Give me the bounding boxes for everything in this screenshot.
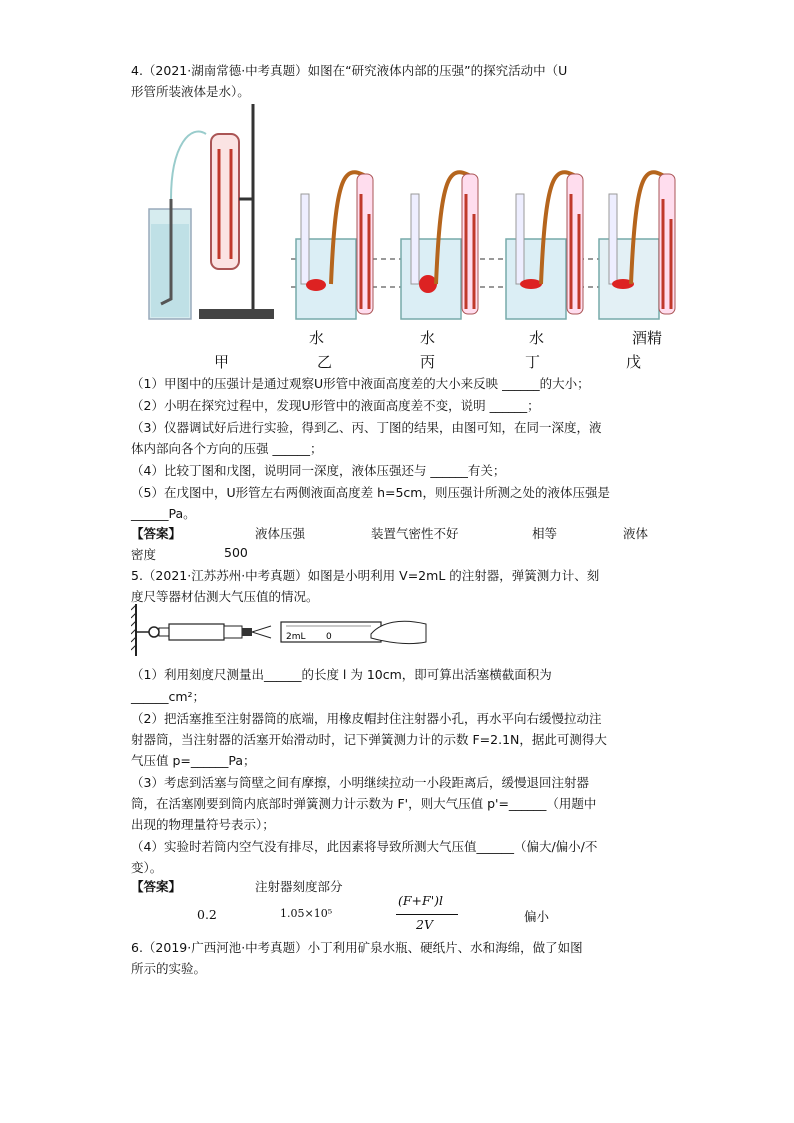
q5-title-line2: 度尺等器材估测大气压值的情况。 [131,589,319,604]
q4-answer-1: 液体压强 [255,526,306,541]
q5-part4-line1: （4）实验时若筒内空气没有排尽，此因素将导致所测大气压值______（偏大/偏小/不 [131,839,598,854]
fig-label-alcohol: 酒精 [632,329,663,347]
apparatus-ding [506,172,583,319]
fig-label-water-1: 水 [309,329,325,347]
apparatus-bing [401,172,478,319]
fig-label-water-3: 水 [529,329,545,347]
q4-answer-4b: 密度 [131,547,157,562]
q4-answer-5: 500 [224,545,248,560]
q5-part3-line3: 出现的物理量符号表示）； [131,817,275,832]
fig-label-jia: 甲 [214,353,230,371]
q5-part2-line1: （2）把活塞推至注射器筒的底端，用橡皮帽封住注射器小孔，再水平向右缓慢拉动注 [131,711,602,726]
q4-part4: （4）比较丁图和戊图，说明同一深度，液体压强还与 ______有关； [131,463,506,478]
q5-answer-label: 【答案】 [131,879,182,894]
q4-part3-line2: 体内部向各个方向的压强 ______； [131,441,323,456]
q5-answer-3: 1.05×10⁵ [280,907,333,920]
fig-label-bing: 丙 [420,353,436,371]
q5-answer-4-denominator: 2V [416,917,433,932]
q6-title-line2: 所示的实验。 [131,961,207,976]
q4-title-line2: 形管所装液体是水）。 [131,84,250,99]
q5-part2-line3: 气压值 p=______Pa； [131,753,256,768]
syringe-scale-label: 2mL [286,632,306,642]
apparatus-yi [296,172,373,319]
fraction-bar [396,914,458,915]
fig-label-wu: 戊 [626,353,642,371]
q5-title-line1: 5.（2021·江苏苏州·中考真题）如图是小明利用 V=2mL 的注射器，弹簧测力计、刻 [131,568,600,583]
q4-answer-2: 装置气密性不好 [371,526,459,541]
q5-answer-2: 0.2 [197,907,217,922]
apparatus-wu [599,172,675,319]
q5-answer-5: 偏小 [524,909,550,924]
q4-part5-line2: ______Pa。 [131,506,196,521]
q4-title-line1: 4.（2021·湖南常德·中考真题）如图在“研究液体内部的压强”的探究活动中（U [131,63,568,78]
q4-answer-3: 相等 [532,526,558,541]
q4-part5-line1: （5）在戊图中，U形管左右两侧液面高度差 h=5cm，则压强计所测之处的液体压强是 [131,485,610,500]
q5-part2-line2: 射器筒，当注射器的活塞开始滑动时，记下弹簧测力计的示数 F=2.1N，据此可测得大 [131,732,607,747]
syringe-zero-label: 0 [326,632,332,642]
q5-part3-line1: （3）考虑到活塞与筒壁之间有摩擦，小明继续拉动一小段距离后，缓慢退回注射器 [131,775,589,790]
q4-part2: （2）小明在探究过程中，发现U形管中的液面高度差不变，说明 ______； [131,398,540,413]
q5-answer-4-numerator: (F+F')l [398,893,444,908]
q4-part3-line1: （3）仪器调试好后进行实验，得到乙、丙、丁图的结果，由图可知，在同一深度，液 [131,420,602,435]
q5-answer-1: 注射器刻度部分 [255,879,343,894]
pressure-gauge-figure [131,104,691,329]
fig-label-water-2: 水 [420,329,436,347]
q5-part1-line2: ______cm²； [131,689,206,704]
fig-label-yi: 乙 [317,353,333,371]
q5-part3-line2: 筒，在活塞刚要到筒内底部时弹簧测力计示数为 F'，则大气压值 p'=______（用题中 [131,796,597,811]
q6-title-line1: 6.（2019·广西河池·中考真题）小丁利用矿泉水瓶、硬纸片、水和海绵，做了如图 [131,940,583,955]
q5-part1-line1: （1）利用刻度尺测量出______的长度 l 为 10cm，即可算出活塞横截面积为 [131,667,552,682]
syringe-figure [131,602,431,658]
q4-answer-label: 【答案】 [131,526,182,541]
q4-answer-4a: 液体 [623,526,649,541]
q4-part1: （1）甲图中的压强计是通过观察U形管中液面高度差的大小来反映 ______的大小； [131,376,590,391]
q5-part4-line2: 变）。 [131,860,163,875]
fig-label-ding: 丁 [525,353,541,371]
apparatus-jia [149,104,274,319]
